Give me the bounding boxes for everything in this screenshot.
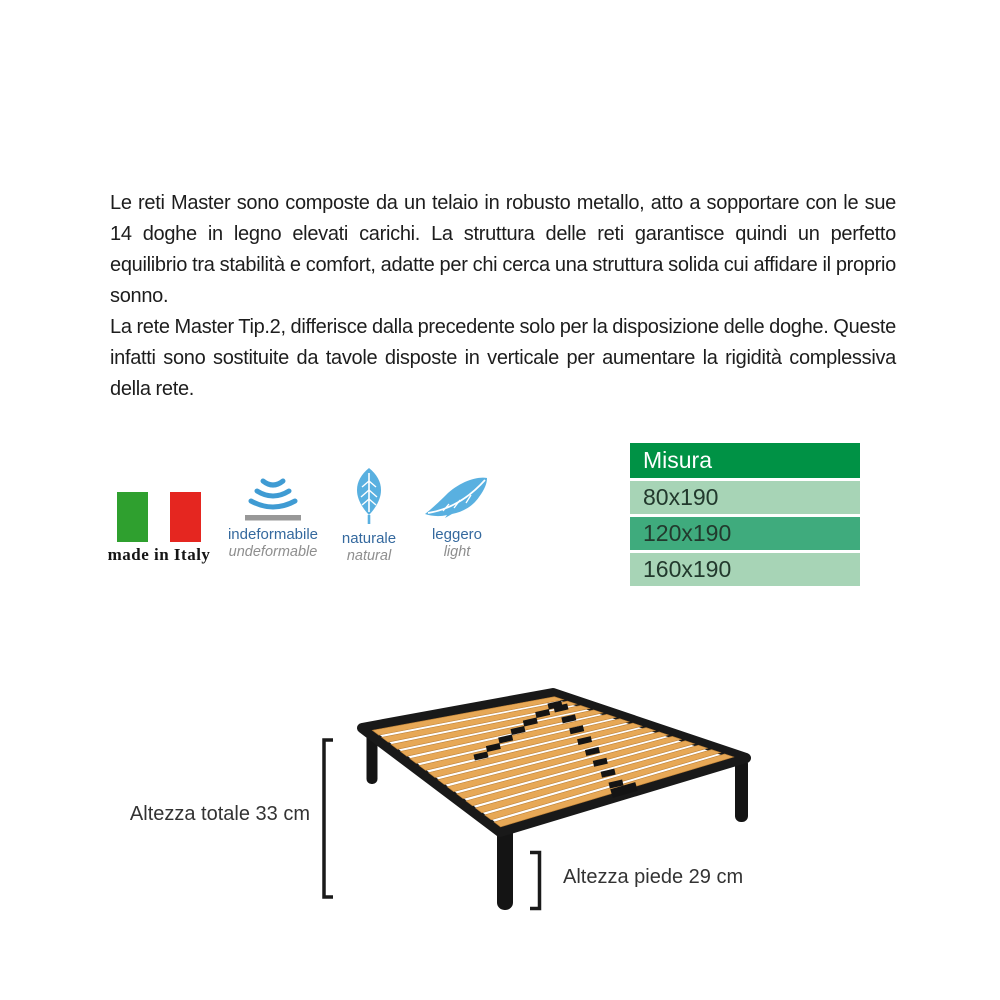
feature-label-en: light (443, 544, 471, 560)
size-row-80x190: 80x190 (630, 481, 860, 514)
size-row-160x190: 160x190 (630, 553, 860, 586)
feature-leggero (412, 474, 502, 560)
flag-green-stripe (117, 492, 148, 542)
size-table-header: Misura (630, 443, 860, 478)
total-height-label: Altezza totale 33 cm (129, 803, 310, 825)
leg-height-label: Altezza piede 29 cm (563, 866, 744, 888)
made-in-italy-label: made in Italy (107, 545, 211, 564)
feature-label-en: natural (346, 548, 392, 564)
feather-icon (421, 474, 493, 522)
feature-label-en: undeformable (228, 544, 318, 560)
feature-naturale (330, 466, 408, 564)
leaf-icon (350, 466, 388, 526)
feature-indeformabile (227, 474, 319, 560)
description-paragraph-1: Le reti Master sono composte da un telaio in robusto metallo, atto a sopportare con le sue 14 doghe in legno elevati carichi. La struttura delle reti garantisce quindi un perfetto equilibrio tra stabilità e comfort, adatte per chi cerca una struttura solida cui affidare il proprio sonno. (110, 192, 896, 307)
feature-label-it: indeformabile (227, 526, 319, 543)
size-table (630, 443, 860, 586)
description-paragraph-2: La rete Master Tip.2, differisce dalla precedente solo per la disposizione delle doghe. Queste infatti sono sostituite da tavole disposte in verticale per aumentare la rigidità complessiva della rete. (110, 316, 896, 400)
made-in-italy-badge (103, 492, 215, 565)
bed-illustration (100, 640, 820, 960)
springs-icon (239, 474, 307, 522)
feature-label-it: naturale (341, 530, 397, 547)
leg-height-bracket (530, 853, 540, 909)
size-row-120x190: 120x190 (630, 517, 860, 550)
product-description (110, 188, 896, 405)
total-height-bracket (324, 740, 333, 897)
italy-flag-icon (109, 492, 209, 542)
flag-red-stripe (170, 492, 201, 542)
feature-label-it: leggero (431, 526, 483, 543)
